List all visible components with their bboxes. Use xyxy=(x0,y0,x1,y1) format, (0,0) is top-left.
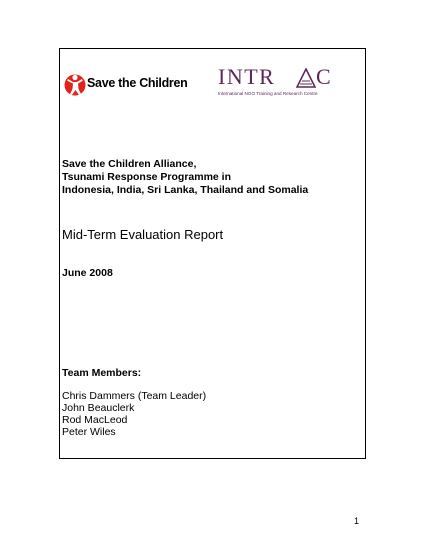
intrac-logo xyxy=(218,66,343,102)
page-number: 1 xyxy=(354,516,360,526)
save-the-children-icon xyxy=(64,70,86,100)
report-date: June 2008 xyxy=(62,267,113,279)
programme-line: Indonesia, India, Sri Lanka, Thailand and Somalia xyxy=(62,184,309,196)
intrac-wordmark-left: INTR xyxy=(218,64,276,89)
team-members-list xyxy=(62,390,206,438)
team-heading: Team Members: xyxy=(62,367,142,379)
programme-heading xyxy=(62,158,308,197)
intrac-subtitle: International NGO Training and Research Centre xyxy=(218,91,318,96)
programme-line: Tsunami Response Programme in xyxy=(62,171,232,183)
intrac-triangle-icon xyxy=(296,68,316,88)
team-member: Peter Wiles xyxy=(62,426,116,438)
team-member: Rod MacLeod xyxy=(62,414,128,426)
programme-line: Save the Children Alliance, xyxy=(62,158,197,170)
report-title: Mid-Term Evaluation Report xyxy=(62,227,224,242)
team-member: Chris Dammers (Team Leader) xyxy=(62,390,207,402)
save-the-children-logo xyxy=(64,70,190,102)
team-member: John Beauclerk xyxy=(62,402,135,414)
intrac-wordmark-right: C xyxy=(316,64,331,89)
save-the-children-wordmark: Save the Children xyxy=(87,76,188,90)
